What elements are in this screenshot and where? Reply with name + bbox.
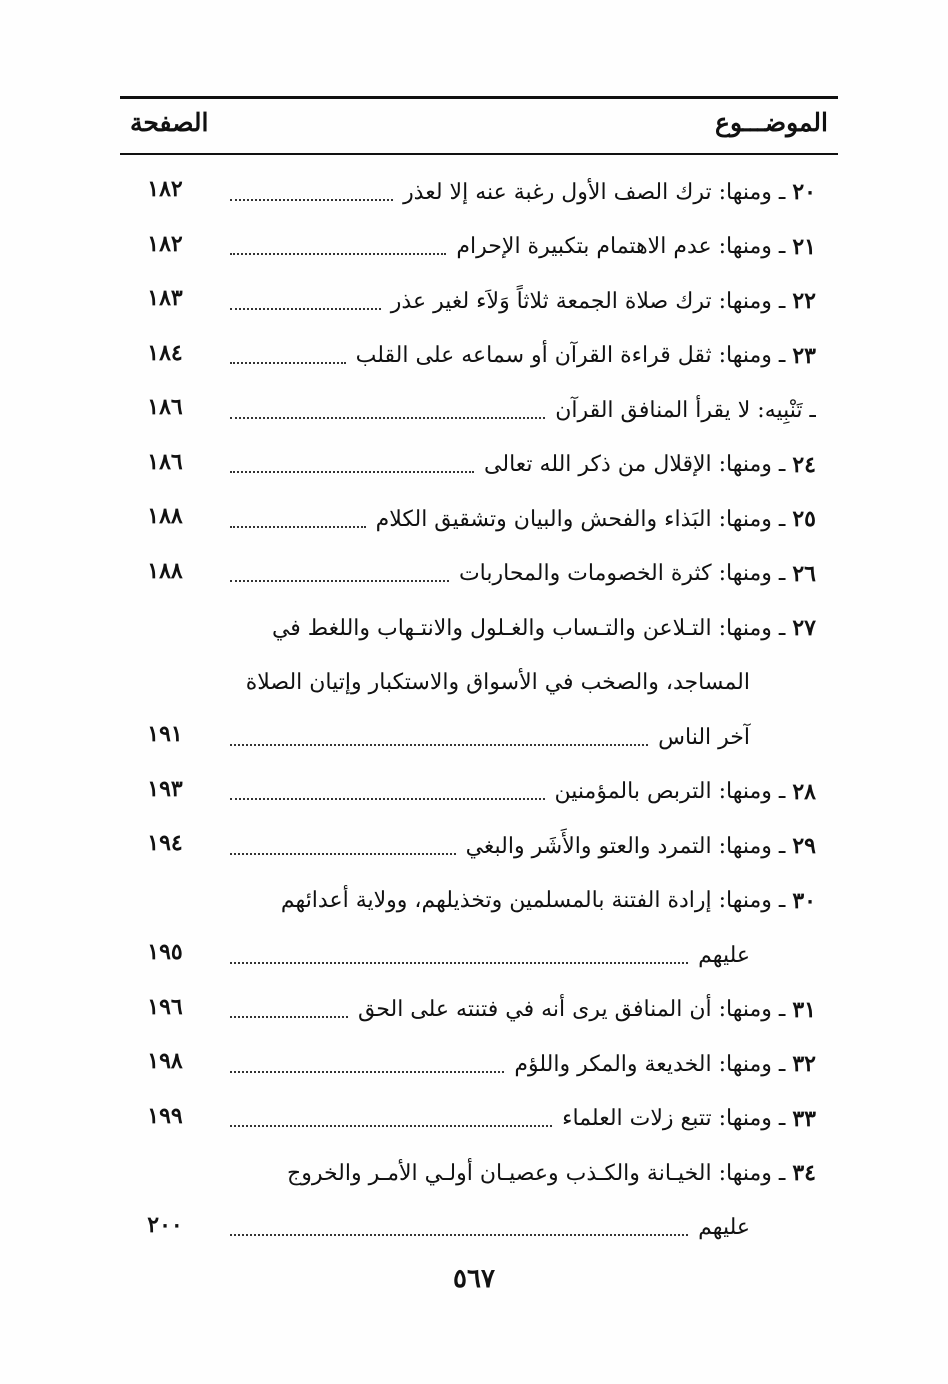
entry-title: ـ ومنها: البَذاء والفحش والبيان وتشقيق الكلام	[375, 506, 786, 532]
toc-entry	[0, 1202, 948, 1254]
toc-entry	[0, 1147, 948, 1199]
toc-entry-line	[224, 221, 816, 273]
entry-page-number: ١٩٩	[147, 1102, 183, 1129]
entry-title: ـ ومنها: ثقل قراءة القرآن أو سماعه على القلب	[355, 343, 786, 368]
toc-entry-line	[224, 929, 816, 981]
toc-entry-line	[224, 275, 816, 327]
dot-leader	[230, 579, 449, 582]
toc-entry-line	[224, 166, 816, 218]
entry-number: ٣٠	[792, 887, 816, 914]
entry-number: ٢٠	[792, 179, 816, 205]
entry-page-number: ١٨٦	[147, 394, 183, 420]
entry-title: ـ تَنْبِيه: لا يقرأ المنافق القرآن	[555, 397, 816, 423]
entry-title: ـ ومنها: الخديعة والمكر واللؤم	[514, 1051, 786, 1077]
entry-page-number: ١٩٣	[147, 775, 183, 802]
entry-number: ٢٣	[792, 342, 816, 369]
dot-leader	[230, 198, 393, 201]
toc-entry	[0, 330, 948, 382]
entry-number: ٣٢	[792, 1051, 816, 1077]
entry-number: ٢٩	[792, 833, 816, 859]
entry-title: ـ ومنها: الإقلال من ذكر الله تعالى	[484, 452, 786, 477]
dot-leader	[230, 470, 474, 473]
entry-title: ـ ومنها: ترك صلاة الجمعة ثلاثاً وَلاَء لغير عذر	[390, 288, 786, 314]
topic-column-header: الموضـــوع	[715, 108, 828, 137]
entry-page-number: ١٨٦	[147, 448, 183, 475]
entry-page-number: ٢٠٠	[147, 1211, 183, 1238]
toc-entry	[0, 984, 948, 1036]
entry-number: ٢٢	[792, 288, 816, 314]
entry-title: ـ ومنها: التربص بالمؤمنين	[554, 779, 786, 804]
entry-title: عليهم	[698, 1215, 750, 1240]
entry-number: ٣٣	[792, 1105, 816, 1132]
toc-entry-line	[224, 820, 816, 872]
toc-entry	[0, 439, 948, 491]
toc-entry	[0, 221, 948, 273]
entry-page-number: ١٩١	[147, 721, 183, 747]
dot-leader	[230, 1233, 688, 1236]
toc-entry-line	[224, 1093, 816, 1145]
toc-entry	[0, 1093, 948, 1145]
entry-title: ـ ومنها: التمرد والعتو والأَشَر والبغي	[465, 833, 786, 859]
toc-entry	[0, 493, 948, 545]
toc-entry-line	[224, 984, 816, 1036]
dot-leader	[230, 961, 688, 964]
entry-number: ٢١	[792, 233, 816, 260]
toc-entry	[0, 766, 948, 818]
toc-entry	[0, 548, 948, 600]
entry-title: ـ ومنها: ترك الصف الأول رغبة عنه إلا لعذر	[403, 179, 786, 205]
dot-leader	[230, 1070, 504, 1073]
entry-title: آخر الناس	[658, 724, 750, 750]
entry-page-number: ١٨٤	[147, 339, 183, 366]
entry-page-number: ١٨٢	[147, 176, 183, 202]
dot-leader	[230, 743, 648, 746]
entry-number: ٢٦	[792, 560, 816, 587]
toc-entry-line	[224, 766, 816, 818]
toc-entry-line	[224, 330, 816, 382]
page-number: ٥٦٧	[453, 1264, 495, 1294]
entry-title: ـ ومنها: تتبع زلات العلماء	[562, 1106, 786, 1131]
entry-page-number: ١٩٨	[147, 1048, 183, 1074]
page-column-header: الصفحة	[130, 108, 209, 137]
entry-title: ـ ومنها: عدم الاهتمام بتكبيرة الإحرام	[456, 234, 786, 259]
toc-entry	[0, 166, 948, 218]
header-rule	[120, 153, 838, 155]
entry-number: ٣٤	[792, 1160, 816, 1186]
toc-entry-line	[224, 657, 816, 709]
entry-title: ـ ومنها: التـلاعن والتـساب والغـلول والانتـهاب واللغط في	[271, 615, 786, 641]
toc-entry-line	[224, 711, 816, 763]
dot-leader	[230, 852, 456, 855]
entry-page-number: ١٨٨	[147, 503, 183, 529]
dot-leader	[230, 525, 366, 528]
dot-leader	[230, 361, 346, 364]
toc-entry	[0, 657, 948, 709]
toc-entry-line	[224, 1038, 816, 1090]
top-rule	[120, 96, 838, 99]
toc-entry	[0, 929, 948, 981]
dot-leader	[230, 307, 381, 310]
entry-page-number: ١٩٤	[147, 830, 183, 856]
entry-page-number: ١٩٦	[147, 993, 183, 1020]
entry-number: ٢٥	[792, 506, 816, 532]
toc-entry	[0, 275, 948, 327]
toc-entry-line	[224, 875, 816, 927]
toc-entry-line	[224, 493, 816, 545]
toc-entry	[0, 384, 948, 436]
entry-page-number: ١٨٣	[147, 285, 183, 311]
entry-page-number: ١٩٥	[147, 939, 183, 965]
entry-title: ـ ومنها: أن المنافق يرى أنه في فتنته على الحق	[357, 997, 786, 1022]
toc-entry-line	[224, 602, 816, 654]
dot-leader	[230, 252, 446, 255]
toc-entry-line	[224, 1202, 816, 1254]
toc-entry-line	[224, 548, 816, 600]
toc-entry	[0, 1038, 948, 1090]
dot-leader	[230, 797, 545, 800]
entry-number: ٢٧	[792, 615, 816, 641]
toc-entry-line	[224, 384, 816, 436]
toc-entry-line	[224, 439, 816, 491]
toc-entry-line	[224, 1147, 816, 1199]
entry-number: ٣١	[792, 996, 816, 1023]
dot-leader	[230, 1124, 552, 1127]
entry-number: ٢٤	[792, 451, 816, 478]
entry-title: ـ ومنها: إرادة الفتنة بالمسلمين وتخذيلهم، وولاية أعدائهم	[280, 888, 786, 913]
entry-page-number: ١٨٢	[147, 230, 183, 257]
entry-title: المساجد، والصخب في الأسواق والاستكبار وإتيان الصلاة	[245, 670, 750, 695]
toc-entry	[0, 602, 948, 654]
entry-title: ـ ومنها: كثرة الخصومات والمحاربات	[458, 561, 786, 586]
entry-title: ـ ومنها: الخيـانة والكـذب وعصيـان أولـي الأمـر والخروج	[287, 1160, 786, 1186]
dot-leader	[230, 1015, 348, 1018]
toc-entry	[0, 711, 948, 763]
entry-page-number: ١٨٨	[147, 557, 183, 584]
dot-leader	[230, 416, 545, 419]
toc-entry	[0, 875, 948, 927]
entry-title: عليهم	[698, 942, 750, 968]
entry-number: ٢٨	[792, 778, 816, 805]
toc-entry	[0, 820, 948, 872]
